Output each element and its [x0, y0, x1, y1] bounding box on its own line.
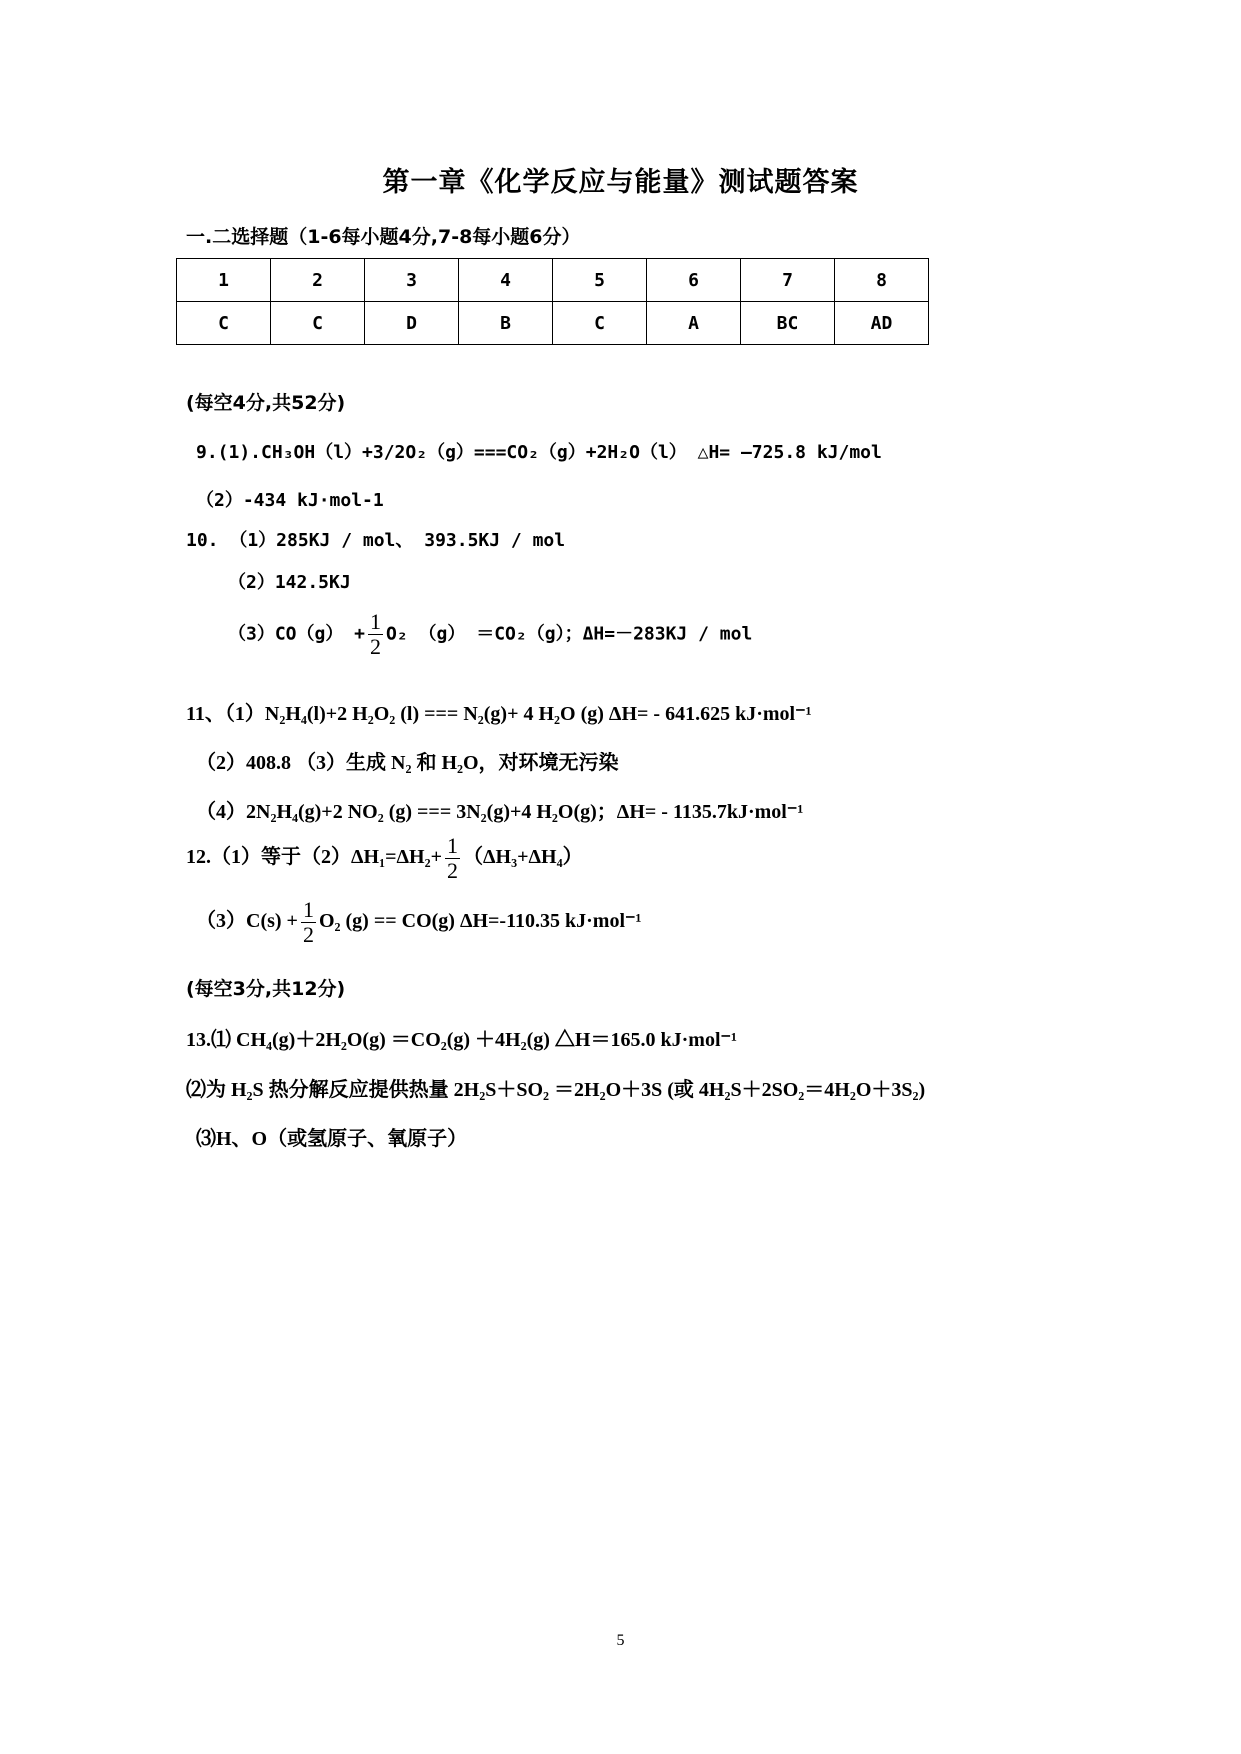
answer-13-2: ⑵为 H₂S 热分解反应提供热量 2H₂S＋SO₂ ＝2H₂O＋3S (或 4H₂S＋2SO₂＝4H₂O＋3S₂): [186, 1079, 926, 1101]
fraction-denominator: 2: [370, 634, 382, 659]
answer-13-1: 13.⑴ CH₄(g)＋2H₂O(g) ＝CO₂(g) ＋4H₂(g) △H＝165.0 kJ·mol⁻¹: [186, 1029, 738, 1051]
answer-13-3: ⑶H、O（或氢原子、氧原子）: [196, 1128, 468, 1150]
answer-11-2: （2）408.8 （3）生成 N₂ 和 H₂O，对环境无污染: [196, 752, 619, 774]
answer-12-suffix: （ΔH₃+ΔH₄）: [462, 846, 583, 869]
fraction-denominator: 2: [302, 922, 314, 947]
fraction-numerator: 1: [302, 897, 314, 922]
answer-12-prefix: 12.（1）等于（2）ΔH₁=ΔH₂+: [186, 846, 442, 869]
answer-cell: AD: [835, 302, 929, 345]
page-number: 5: [616, 1632, 625, 1649]
answer-9-1: 9.(1).CH₃OH（l）+3/2O₂（g）===CO₂（g）+2H₂O（l） △H= —725.8 kJ/mol: [196, 442, 882, 463]
table-header-row: [177, 259, 929, 302]
score-note-2: (每空3分,共12分): [186, 978, 346, 1000]
question-number-cell: 5: [553, 259, 647, 302]
answer-10-2: （2）142.5KJ: [228, 572, 351, 593]
score-note-1: (每空4分,共52分): [186, 392, 346, 414]
answer-12-1-2: [186, 834, 583, 883]
answer-11-4: （4）2N₂H₄(g)+2 NO₂ (g) === 3N₂(g)+4 H₂O(g)；ΔH= - 1135.7kJ·mol⁻¹: [196, 801, 804, 823]
fraction-denominator: 2: [446, 858, 458, 883]
answer-cell: BC: [741, 302, 835, 345]
answer-12-3-prefix: （3）C(s) +: [196, 910, 298, 933]
question-number-cell: 7: [741, 259, 835, 302]
fraction-half: [445, 834, 460, 883]
question-number-cell: 2: [271, 259, 365, 302]
table-answer-row: [177, 302, 929, 345]
answer-11-1: 11、（1）N₂H₄(l)+2 H₂O₂ (l) === N₂(g)+ 4 H₂O (g) ΔH= - 641.625 kJ·mol⁻¹: [186, 703, 812, 725]
question-number-cell: 8: [835, 259, 929, 302]
question-number-cell: 3: [365, 259, 459, 302]
fraction-numerator: 1: [446, 833, 458, 858]
answer-9-2: （2）-434 kJ·mol-1: [196, 490, 384, 511]
question-number-cell: 1: [177, 259, 271, 302]
answer-cell: B: [459, 302, 553, 345]
answer-cell: D: [365, 302, 459, 345]
page-title: 第一章《化学反应与能量》测试题答案: [382, 167, 859, 198]
question-number-cell: 6: [647, 259, 741, 302]
answer-10-3-suffix: O₂ （g） ＝CO₂（g）；ΔH=－283KJ / mol: [386, 623, 753, 645]
answer-cell: C: [177, 302, 271, 345]
answer-10-3-prefix: （3）CO（g） +: [228, 623, 366, 645]
fraction-half: [368, 610, 383, 659]
fraction-half: [301, 898, 316, 947]
section-heading-choice: 一.二选择题（1-6每小题4分,7-8每小题6分）: [186, 226, 581, 248]
answer-10-3: [228, 610, 752, 659]
answer-12-3: [196, 898, 642, 947]
answer-cell: A: [647, 302, 741, 345]
question-number-cell: 4: [459, 259, 553, 302]
answer-cell: C: [271, 302, 365, 345]
answer-12-3-suffix: O₂ (g) == CO(g) ΔH=-110.35 kJ·mol⁻¹: [318, 910, 642, 933]
answer-cell: C: [553, 302, 647, 345]
fraction-numerator: 1: [370, 609, 382, 634]
answer-table: [176, 258, 929, 345]
answer-10-1: 10. （1）285KJ / mol、 393.5KJ / mol: [186, 530, 566, 551]
